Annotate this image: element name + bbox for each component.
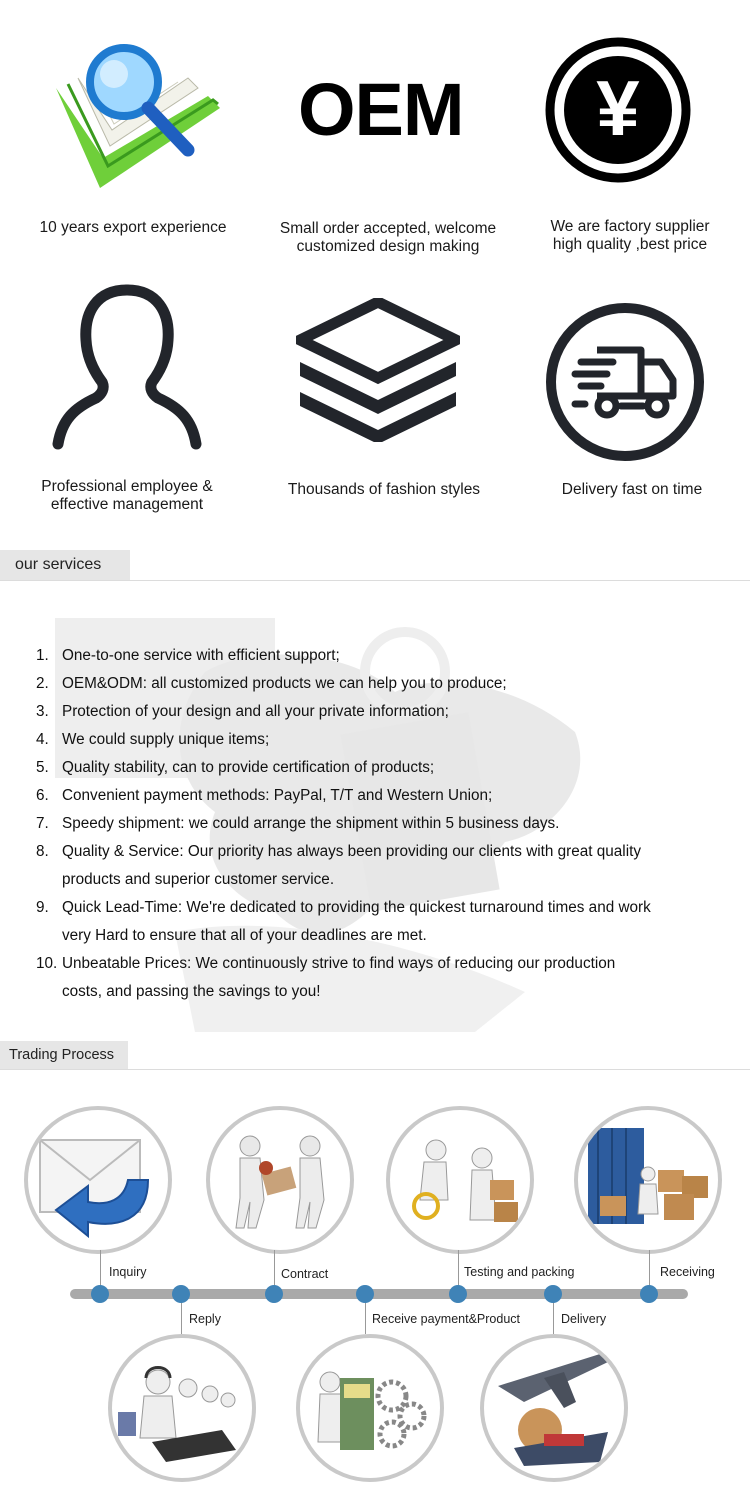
timeline-connector	[100, 1250, 101, 1286]
timeline-label-reply: Reply	[189, 1312, 221, 1326]
timeline-label-inquiry: Inquiry	[109, 1265, 147, 1279]
handshake-figures-icon	[210, 1110, 350, 1250]
timeline-label-delivery: Delivery	[561, 1312, 607, 1326]
service-item: 3. Protection of your design and all your private information;	[36, 703, 449, 720]
layers-icon	[296, 298, 460, 442]
payment-illustration	[296, 1334, 444, 1482]
services-list	[36, 642, 736, 1006]
inquiry-illustration	[24, 1106, 172, 1254]
timeline-label-receive-payment-product: Receive payment&Product	[372, 1312, 520, 1326]
timeline-connector	[553, 1302, 554, 1334]
person-outline-icon	[52, 282, 202, 452]
service-item: 5. Quality stability, can to provide certification of products;	[36, 759, 435, 776]
trading-title: Trading Process	[9, 1047, 115, 1063]
timeline-connector	[181, 1302, 182, 1334]
timeline-node-contract	[265, 1285, 283, 1303]
oem-text-icon: OEM	[298, 68, 464, 151]
service-item: 2. OEM&ODM: all customized products we can help you to produce;	[36, 675, 507, 692]
trading-section-tab	[0, 1041, 128, 1069]
trading-divider	[0, 1069, 750, 1070]
testing-illustration	[386, 1106, 534, 1254]
envelope-arrow-icon	[28, 1110, 168, 1250]
timeline-node-testing-and-packing	[449, 1285, 467, 1303]
reply-illustration	[108, 1334, 256, 1482]
feature-caption-factory: We are factory supplier high quality ,best price	[550, 218, 710, 253]
plane-ship-icon	[484, 1338, 624, 1478]
service-item: 8. Quality & Service: Our priority has always been providing our clients with great quality products and superior customer service.	[36, 843, 641, 888]
service-item: 9. Quick Lead-Time: We're dedicated to providing the quickest turnaround times and work very Hard to ensure that all of your deadlines are met.	[36, 899, 651, 944]
feature-caption-employee: Professional employee & effective management	[41, 478, 213, 513]
service-item: 6. Convenient payment methods: PayPal, T/T and Western Union;	[36, 787, 493, 804]
services-section-tab	[0, 550, 130, 580]
receiving-illustration	[574, 1106, 722, 1254]
timeline-connector	[458, 1250, 459, 1286]
timeline-node-receive-payment-product	[356, 1285, 374, 1303]
container-boxes-icon	[578, 1110, 718, 1250]
service-item: 7. Speedy shipment: we could arrange the shipment within 5 business days.	[36, 815, 560, 832]
timeline-connector	[274, 1250, 275, 1286]
service-item: 10. Unbeatable Prices: We continuously strive to find ways of reducing our production costs, and passing the savings to you!	[36, 955, 616, 1000]
timeline-node-receiving	[640, 1285, 658, 1303]
magnifier-book-icon	[48, 38, 226, 193]
call-center-icon	[112, 1338, 252, 1478]
contract-illustration	[206, 1106, 354, 1254]
feature-caption-styles: Thousands of fashion styles	[287, 481, 481, 498]
service-item: 4. We could supply unique items;	[36, 731, 270, 748]
timeline-node-delivery	[544, 1285, 562, 1303]
timeline-node-reply	[172, 1285, 190, 1303]
service-item: 1. One-to-one service with efficient support;	[36, 647, 340, 664]
services-divider	[0, 580, 750, 581]
services-title: our services	[15, 556, 102, 573]
yen-coin-icon	[545, 37, 691, 183]
feature-caption-export: 10 years export experience	[39, 219, 227, 236]
feature-caption-delivery: Delivery fast on time	[561, 481, 703, 498]
delivery-truck-icon	[543, 300, 707, 464]
timeline-connector	[365, 1302, 366, 1334]
timeline-connector	[649, 1250, 650, 1286]
timeline-label-contract: Contract	[281, 1267, 329, 1281]
timeline-label-testing-and-packing: Testing and packing	[464, 1265, 575, 1279]
timeline-bar	[70, 1289, 688, 1299]
delivery-illustration	[480, 1334, 628, 1482]
yen-symbol: ¥	[596, 64, 640, 152]
feature-caption-oem: Small order accepted, welcome customized design making	[279, 220, 497, 255]
timeline-node-inquiry	[91, 1285, 109, 1303]
inspection-figures-icon	[390, 1110, 530, 1250]
timeline-label-receiving: Receiving	[660, 1265, 715, 1279]
money-gears-icon	[300, 1338, 440, 1478]
